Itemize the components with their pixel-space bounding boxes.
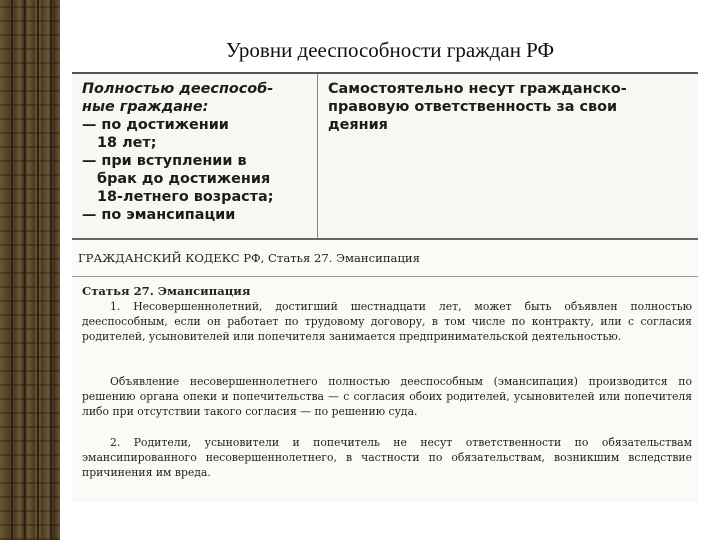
paragraph-text: 2. Родители, усыновители и попечитель не несут ответственности по обязательствам эмансипированного несовершеннолетнего, в частности по обязательствам, возникшим вследствие причинения им вреда. [82, 436, 692, 479]
table-left-line: ные граждане: [82, 99, 209, 115]
paragraph-text: 1. Несовершеннолетний, достигший шестнадцати лет, может быть объявлен полностью дееспособным, если он работает по трудовому договору, в том числе по контракту, или с согласия родителей, усыновителей или попечителя занимается предпринимательской деятельностью. [82, 300, 692, 343]
table-left-line: 18 лет; [82, 135, 157, 151]
decorative-border [0, 0, 60, 540]
document-header: ГРАЖДАНСКИЙ КОДЕКС РФ, Статья 27. Эмансипация [78, 251, 420, 265]
divider [72, 276, 698, 277]
table-left-line: — по эмансипации [82, 207, 236, 223]
table-left-line: 18-летнего возраста; [82, 189, 274, 205]
table-left-line: — по достижении [82, 117, 229, 133]
table-right-line: деяния [328, 117, 388, 133]
paragraph-text: Объявление несовершеннолетнего полностью дееспособным (эмансипация) производится по решению органа опеки и попечительства — с согласия обоих родителей, усыновителей или попечителя либо при отсутствии такого согласия — по решению суда. [82, 375, 692, 418]
slide-title: Уровни дееспособности граждан РФ [225, 38, 555, 62]
table-left-line: Полностью дееспособ- [82, 81, 274, 97]
table-cell-responsibility [318, 74, 698, 240]
table-right-line: правовую ответственность за свои [328, 99, 618, 115]
article-paragraph-1 [82, 300, 692, 344]
table-right-line: Самостоятельно несут гражданско- [328, 81, 627, 97]
civil-code-excerpt [72, 240, 698, 502]
article-paragraph-3 [82, 436, 692, 480]
table-cell-capable-citizens [72, 74, 318, 240]
article-title: Статья 27. Эмансипация [82, 284, 251, 298]
article-paragraph-2 [82, 375, 692, 419]
capacity-table [72, 72, 698, 240]
table-left-line: брак до достижения [82, 171, 271, 187]
table-left-line: — при вступлении в [82, 153, 247, 169]
